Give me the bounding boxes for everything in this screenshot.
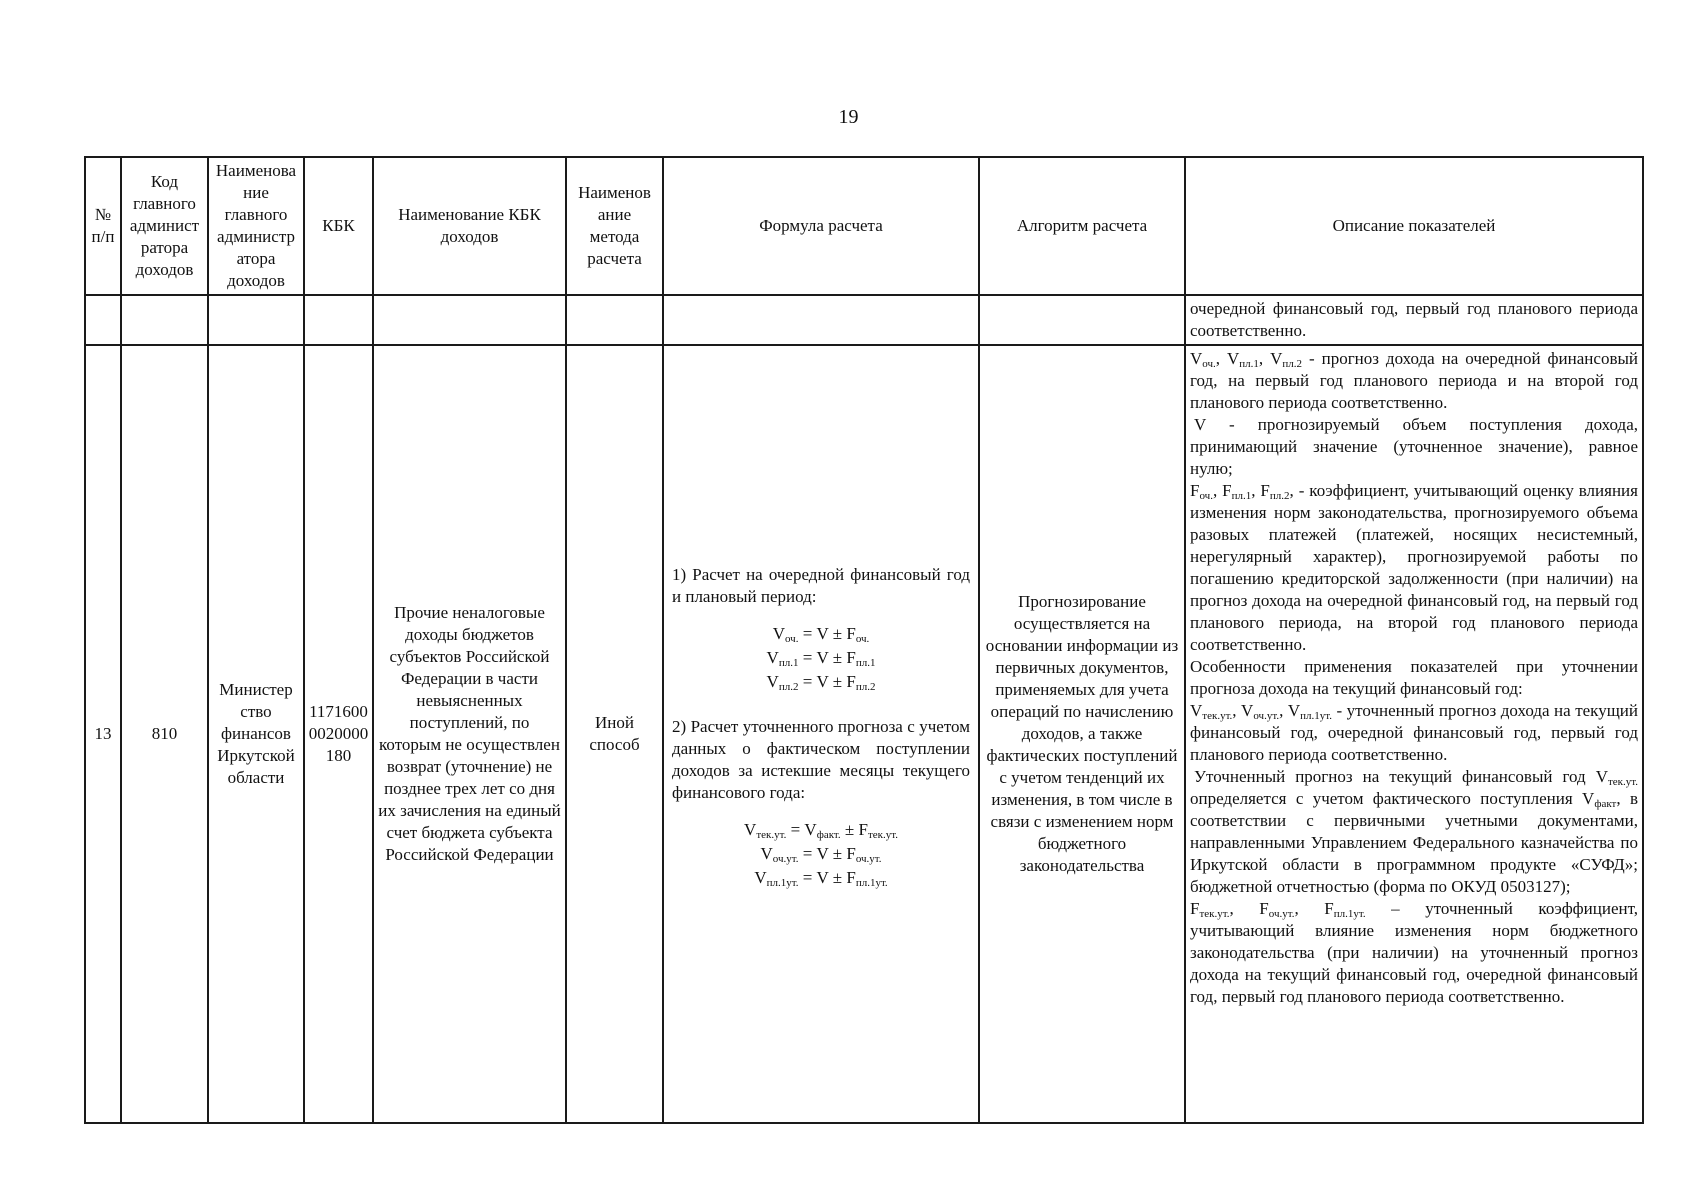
header-description: Описание показателей (1185, 157, 1643, 295)
desc-forecast-vars: $V_{оч.}$, $V_{пл.1}$, $V_{пл.2}$ - прогноз дохода на очередной финансовый год, на первый год планового периода и на второй год планового периода соответственно. (1190, 349, 1638, 412)
header-row (85, 157, 1643, 295)
formula-step-2: 2) Расчет уточненного прогноза с учетом данных о фактическом поступлении доходов за истекшие месяцы текущего финансового года: (672, 717, 970, 802)
revenue-forecast-table (84, 156, 1644, 1124)
calc-algorithm: Прогнозирование осуществляется на основании информации из первичных документов, применяемых для учета операций по начислению доходов, а также фактических поступлений с учетом тенденций их изменения, в том числе в связи с изменением норм бюджетного законодательства (979, 345, 1185, 1123)
formula-block-1 (672, 622, 970, 694)
desc-refined-coefficients: $F_{тек.ут.}$, $F_{оч.ут.}$, $F_{пл.1ут.}$ – уточненный коэффициент, учитывающий влияние изменения норм бюджетного законодательства (при наличии) на уточненный прогноз дохода на текущий финансовый год, очередной финансовый год, первый год планового периода соответственно. (1190, 899, 1638, 1006)
continuation-description: очередной финансовый год, первый год планового периода соответственно. (1185, 295, 1643, 345)
header-algorithm: Алгоритм расчета (979, 157, 1185, 295)
desc-refined-forecast-vars: $V_{тек.ут.}$, $V_{оч.ут.}$, $V_{пл.1ут.}$ - уточненный прогноз дохода на текущий финансовый год, очередной финансовый год, первый год планового периода соответственно. (1190, 701, 1638, 764)
formula-cell (663, 345, 979, 1123)
desc-features-heading: Особенности применения показателей при уточнении прогноза дохода на текущий финансовый год: (1190, 657, 1638, 698)
kbk-code: 1171600 0020000 180 (304, 345, 373, 1123)
header-admin-name: Наименова ние главного администр атора доходов (208, 157, 304, 295)
page-number: 19 (838, 106, 859, 128)
desc-v-volume: V - прогнозируемый объем поступления дохода, принимающий значение (уточненное значение), равное нулю; (1190, 415, 1638, 478)
admin-name: Министер ство финансов Иркутской области (208, 345, 304, 1123)
desc-coefficients: $F_{оч.}$, $F_{пл.1}$, $F_{пл.2}$, - коэффициент, учитывающий оценку влияния изменения норм законодательства, прогнозируемого объема разовых платежей (платежей, носящих несистемный, нерегулярный характер), прогнозируемой работы по погашению кредиторской задолженности (при наличии) на прогноз дохода на очередной финансовый год, на первый год планового периода, на второй год планового периода соответственно. (1190, 481, 1638, 654)
formula-step-1: 1) Расчет на очередной финансовый год и плановый период: (672, 565, 970, 606)
calc-method: Иной способ (566, 345, 663, 1123)
header-formula: Формула расчета (663, 157, 979, 295)
header-kbk: КБК (304, 157, 373, 295)
desc-refined-forecast-method: Уточненный прогноз на текущий финансовый год $V_{тек.ут.}$ определяется с учетом фактического поступления $V_{факт}$, в соответствии с первичными учетными документами, направленными Управлением Федерального казначейства по Иркутской области в программном продукте «СУФД»; бюджетной отчетностью (форма по ОКУД 0503127); (1190, 767, 1638, 896)
admin-code: 810 (121, 345, 208, 1123)
formula-block-2 (672, 818, 970, 890)
header-admin-code: Код главного админист ратора доходов (121, 157, 208, 295)
formula-v-pl1: $V_{пл.1} = V \pm F_{пл.1}$ (766, 648, 876, 669)
indicator-description (1185, 345, 1643, 1123)
formula-v-pl1-ut: $V_{пл.1ут.} = V \pm F_{пл.1ут.}$ (754, 868, 888, 889)
header-kbk-name: Наименование КБК доходов (373, 157, 566, 295)
continuation-row (85, 295, 1643, 345)
header-method: Наименов ание метода расчета (566, 157, 663, 295)
formula-v-och: $V_{оч.} = V \pm F_{оч.}$ (772, 624, 870, 645)
row-number: 13 (85, 345, 121, 1123)
formula-v-tek-ut: $V_{тек.ут.} = V_{факт.} \pm F_{тек.ут.}$ (744, 820, 898, 841)
formula-v-pl2: $V_{пл.2} = V \pm F_{пл.2}$ (766, 672, 876, 693)
table-row-13 (85, 345, 1643, 1123)
header-num: № п/п (85, 157, 121, 295)
formula-v-och-ut: $V_{оч.ут.} = V \pm F_{оч.ут.}$ (760, 844, 882, 865)
kbk-name: Прочие неналоговые доходы бюджетов субъектов Российской Федерации в части невыясненных поступлений, по которым не осуществлен возврат (уточнение) не позднее трех лет со дня их зачисления на единый счет бюджета субъекта Российской Федерации (373, 345, 566, 1123)
